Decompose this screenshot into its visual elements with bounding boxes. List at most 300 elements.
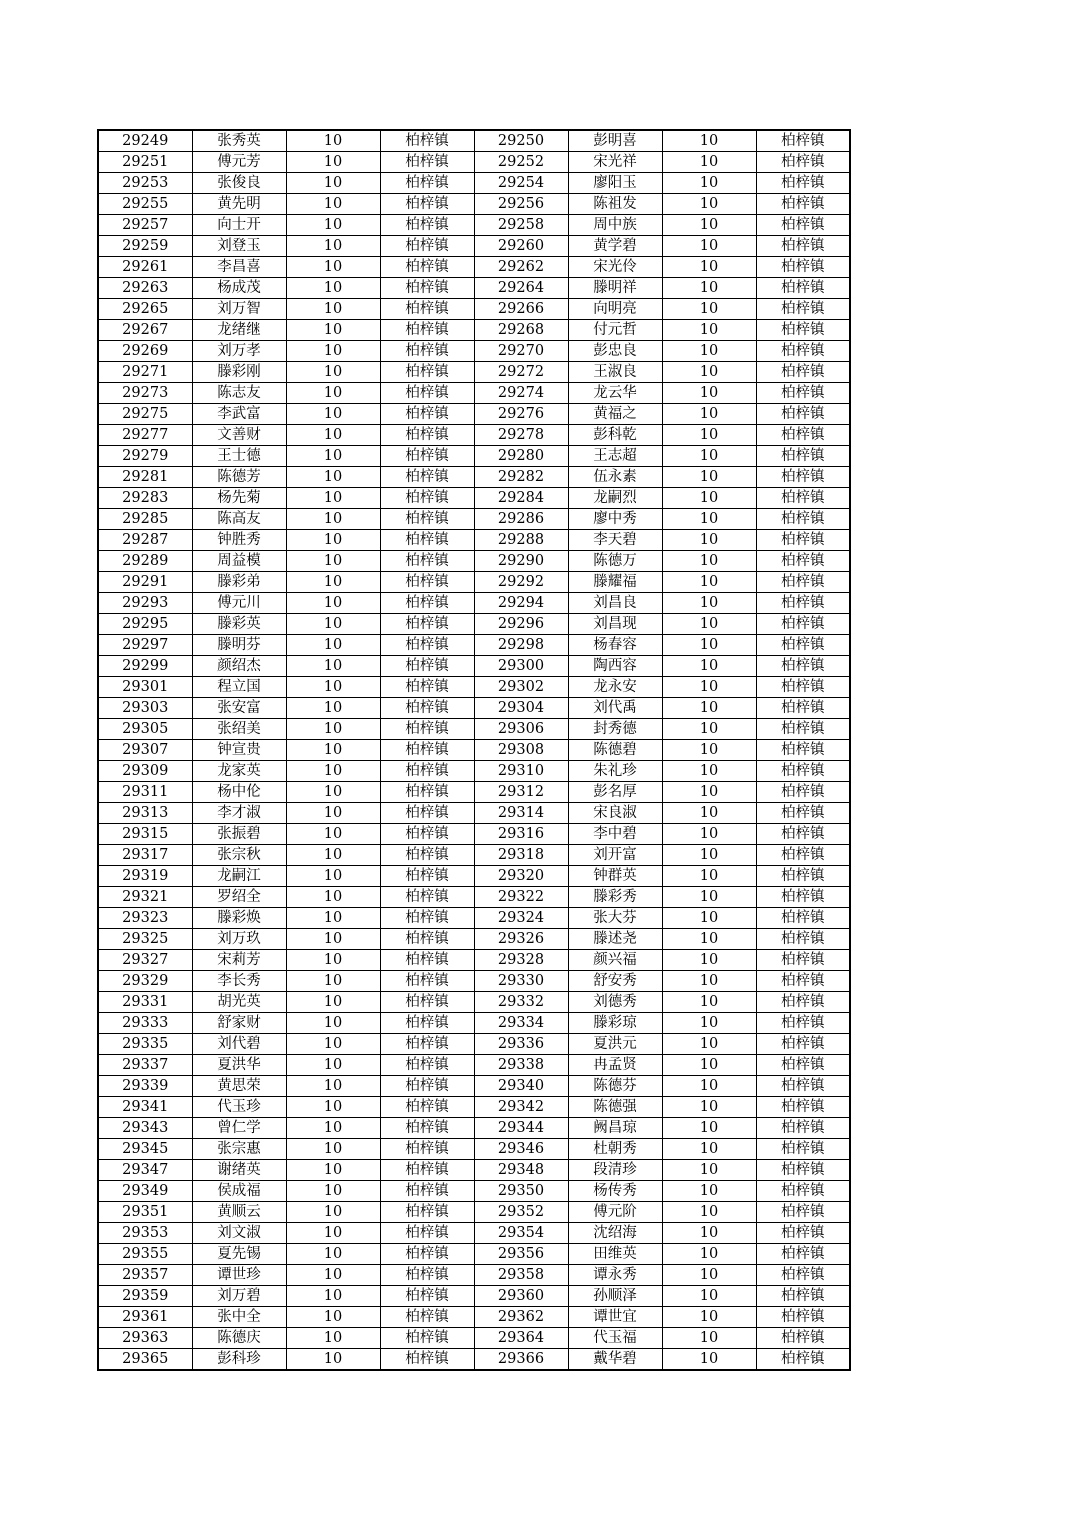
person-name-cell: 张绍美 — [192, 719, 286, 740]
amount-cell: 10 — [286, 362, 380, 383]
record-id-cell: 29311 — [98, 782, 192, 803]
person-name-cell: 孙顺泽 — [568, 1286, 662, 1307]
amount-cell: 10 — [286, 1097, 380, 1118]
table-row — [98, 824, 850, 845]
table-row — [98, 656, 850, 677]
town-cell: 柏梓镇 — [756, 236, 850, 257]
person-name-cell: 杨中伦 — [192, 782, 286, 803]
table-row — [98, 782, 850, 803]
person-name-cell: 张中全 — [192, 1307, 286, 1328]
record-id-cell: 29354 — [474, 1223, 568, 1244]
town-cell: 柏梓镇 — [380, 908, 474, 929]
town-cell: 柏梓镇 — [756, 173, 850, 194]
amount-cell: 10 — [662, 425, 756, 446]
amount-cell: 10 — [286, 404, 380, 425]
amount-cell: 10 — [662, 404, 756, 425]
record-id-cell: 29342 — [474, 1097, 568, 1118]
amount-cell: 10 — [286, 1139, 380, 1160]
table-row — [98, 404, 850, 425]
person-name-cell: 滕彩秀 — [568, 887, 662, 908]
person-name-cell: 刘万孝 — [192, 341, 286, 362]
town-cell: 柏梓镇 — [756, 509, 850, 530]
town-cell: 柏梓镇 — [380, 1223, 474, 1244]
town-cell: 柏梓镇 — [380, 782, 474, 803]
amount-cell: 10 — [662, 677, 756, 698]
person-name-cell: 刘文淑 — [192, 1223, 286, 1244]
town-cell: 柏梓镇 — [380, 1097, 474, 1118]
town-cell: 柏梓镇 — [756, 1223, 850, 1244]
town-cell: 柏梓镇 — [756, 530, 850, 551]
amount-cell: 10 — [662, 236, 756, 257]
table-row — [98, 866, 850, 887]
table-row — [98, 803, 850, 824]
record-id-cell: 29309 — [98, 761, 192, 782]
amount-cell: 10 — [662, 1139, 756, 1160]
table-row — [98, 1181, 850, 1202]
town-cell: 柏梓镇 — [756, 467, 850, 488]
person-name-cell: 张俊良 — [192, 173, 286, 194]
amount-cell: 10 — [662, 130, 756, 152]
person-name-cell: 黄先明 — [192, 194, 286, 215]
table-row — [98, 719, 850, 740]
amount-cell: 10 — [662, 635, 756, 656]
table-row — [98, 887, 850, 908]
town-cell: 柏梓镇 — [756, 719, 850, 740]
amount-cell: 10 — [286, 152, 380, 173]
person-name-cell: 颜兴福 — [568, 950, 662, 971]
record-id-cell: 29262 — [474, 257, 568, 278]
record-id-cell: 29366 — [474, 1349, 568, 1371]
record-id-cell: 29365 — [98, 1349, 192, 1371]
person-name-cell: 夏洪元 — [568, 1034, 662, 1055]
record-id-cell: 29295 — [98, 614, 192, 635]
amount-cell: 10 — [286, 950, 380, 971]
town-cell: 柏梓镇 — [380, 257, 474, 278]
town-cell: 柏梓镇 — [380, 1307, 474, 1328]
town-cell: 柏梓镇 — [380, 887, 474, 908]
amount-cell: 10 — [662, 1181, 756, 1202]
town-cell: 柏梓镇 — [756, 1202, 850, 1223]
amount-cell: 10 — [286, 383, 380, 404]
person-name-cell: 滕彩弟 — [192, 572, 286, 593]
amount-cell: 10 — [662, 509, 756, 530]
person-name-cell: 张振碧 — [192, 824, 286, 845]
person-name-cell: 刘万智 — [192, 299, 286, 320]
record-id-cell: 29257 — [98, 215, 192, 236]
table-row — [98, 971, 850, 992]
amount-cell: 10 — [662, 320, 756, 341]
table-row — [98, 845, 850, 866]
person-name-cell: 代玉珍 — [192, 1097, 286, 1118]
person-name-cell: 付元哲 — [568, 320, 662, 341]
record-id-cell: 29292 — [474, 572, 568, 593]
table-row — [98, 950, 850, 971]
town-cell: 柏梓镇 — [756, 320, 850, 341]
amount-cell: 10 — [662, 845, 756, 866]
town-cell: 柏梓镇 — [756, 866, 850, 887]
record-id-cell: 29357 — [98, 1265, 192, 1286]
record-id-cell: 29355 — [98, 1244, 192, 1265]
record-id-cell: 29276 — [474, 404, 568, 425]
record-id-cell: 29329 — [98, 971, 192, 992]
table-row — [98, 1286, 850, 1307]
record-id-cell: 29287 — [98, 530, 192, 551]
amount-cell: 10 — [662, 362, 756, 383]
town-cell: 柏梓镇 — [380, 950, 474, 971]
record-id-cell: 29281 — [98, 467, 192, 488]
amount-cell: 10 — [662, 1160, 756, 1181]
table-row — [98, 278, 850, 299]
town-cell: 柏梓镇 — [756, 824, 850, 845]
table-row — [98, 446, 850, 467]
person-name-cell: 胡光英 — [192, 992, 286, 1013]
record-id-cell: 29293 — [98, 593, 192, 614]
person-name-cell: 张安富 — [192, 698, 286, 719]
amount-cell: 10 — [286, 173, 380, 194]
amount-cell: 10 — [662, 740, 756, 761]
person-name-cell: 黄顺云 — [192, 1202, 286, 1223]
table-row — [98, 257, 850, 278]
roster-table — [97, 129, 851, 1371]
amount-cell: 10 — [286, 908, 380, 929]
amount-cell: 10 — [662, 1076, 756, 1097]
town-cell: 柏梓镇 — [380, 1139, 474, 1160]
amount-cell: 10 — [662, 782, 756, 803]
town-cell: 柏梓镇 — [380, 971, 474, 992]
amount-cell: 10 — [286, 1202, 380, 1223]
person-name-cell: 谢绪英 — [192, 1160, 286, 1181]
person-name-cell: 向士开 — [192, 215, 286, 236]
record-id-cell: 29258 — [474, 215, 568, 236]
amount-cell: 10 — [286, 656, 380, 677]
table-row — [98, 1139, 850, 1160]
town-cell: 柏梓镇 — [380, 320, 474, 341]
town-cell: 柏梓镇 — [756, 1076, 850, 1097]
record-id-cell: 29250 — [474, 130, 568, 152]
record-id-cell: 29268 — [474, 320, 568, 341]
table-row — [98, 1202, 850, 1223]
amount-cell: 10 — [286, 1076, 380, 1097]
table-row — [98, 677, 850, 698]
town-cell: 柏梓镇 — [756, 761, 850, 782]
record-id-cell: 29335 — [98, 1034, 192, 1055]
record-id-cell: 29249 — [98, 130, 192, 152]
town-cell: 柏梓镇 — [756, 551, 850, 572]
town-cell: 柏梓镇 — [756, 446, 850, 467]
person-name-cell: 龙云华 — [568, 383, 662, 404]
table-row — [98, 572, 850, 593]
table-row — [98, 383, 850, 404]
person-name-cell: 谭世宜 — [568, 1307, 662, 1328]
amount-cell: 10 — [286, 215, 380, 236]
record-id-cell: 29317 — [98, 845, 192, 866]
person-name-cell: 李长秀 — [192, 971, 286, 992]
amount-cell: 10 — [286, 845, 380, 866]
record-id-cell: 29264 — [474, 278, 568, 299]
table-row — [98, 236, 850, 257]
amount-cell: 10 — [286, 992, 380, 1013]
amount-cell: 10 — [286, 194, 380, 215]
person-name-cell: 刘昌良 — [568, 593, 662, 614]
record-id-cell: 29297 — [98, 635, 192, 656]
town-cell: 柏梓镇 — [756, 1013, 850, 1034]
town-cell: 柏梓镇 — [756, 1118, 850, 1139]
amount-cell: 10 — [286, 1055, 380, 1076]
record-id-cell: 29294 — [474, 593, 568, 614]
record-id-cell: 29265 — [98, 299, 192, 320]
person-name-cell: 滕彩琼 — [568, 1013, 662, 1034]
amount-cell: 10 — [286, 614, 380, 635]
town-cell: 柏梓镇 — [380, 1202, 474, 1223]
person-name-cell: 杜朝秀 — [568, 1139, 662, 1160]
town-cell: 柏梓镇 — [380, 845, 474, 866]
town-cell: 柏梓镇 — [756, 782, 850, 803]
record-id-cell: 29304 — [474, 698, 568, 719]
person-name-cell: 彭忠良 — [568, 341, 662, 362]
table-row — [98, 299, 850, 320]
record-id-cell: 29346 — [474, 1139, 568, 1160]
town-cell: 柏梓镇 — [380, 1244, 474, 1265]
amount-cell: 10 — [662, 824, 756, 845]
person-name-cell: 钟群英 — [568, 866, 662, 887]
amount-cell: 10 — [662, 341, 756, 362]
person-name-cell: 刘代禹 — [568, 698, 662, 719]
table-row — [98, 467, 850, 488]
person-name-cell: 阙昌琼 — [568, 1118, 662, 1139]
town-cell: 柏梓镇 — [380, 1160, 474, 1181]
record-id-cell: 29302 — [474, 677, 568, 698]
amount-cell: 10 — [662, 929, 756, 950]
person-name-cell: 钟宣贵 — [192, 740, 286, 761]
person-name-cell: 杨成茂 — [192, 278, 286, 299]
amount-cell: 10 — [662, 215, 756, 236]
amount-cell: 10 — [286, 677, 380, 698]
person-name-cell: 宋莉芳 — [192, 950, 286, 971]
record-id-cell: 29364 — [474, 1328, 568, 1349]
table-row — [98, 1349, 850, 1371]
town-cell: 柏梓镇 — [756, 215, 850, 236]
town-cell: 柏梓镇 — [380, 614, 474, 635]
town-cell: 柏梓镇 — [756, 383, 850, 404]
town-cell: 柏梓镇 — [756, 908, 850, 929]
town-cell: 柏梓镇 — [756, 1244, 850, 1265]
amount-cell: 10 — [662, 698, 756, 719]
table-row — [98, 320, 850, 341]
town-cell: 柏梓镇 — [756, 341, 850, 362]
town-cell: 柏梓镇 — [756, 572, 850, 593]
table-row — [98, 1055, 850, 1076]
town-cell: 柏梓镇 — [756, 992, 850, 1013]
amount-cell: 10 — [662, 194, 756, 215]
person-name-cell: 傅元川 — [192, 593, 286, 614]
person-name-cell: 陈德庆 — [192, 1328, 286, 1349]
person-name-cell: 刘德秀 — [568, 992, 662, 1013]
town-cell: 柏梓镇 — [380, 404, 474, 425]
table-row — [98, 929, 850, 950]
amount-cell: 10 — [662, 1328, 756, 1349]
amount-cell: 10 — [662, 908, 756, 929]
amount-cell: 10 — [286, 1034, 380, 1055]
amount-cell: 10 — [286, 866, 380, 887]
town-cell: 柏梓镇 — [380, 173, 474, 194]
person-name-cell: 彭科珍 — [192, 1349, 286, 1371]
record-id-cell: 29253 — [98, 173, 192, 194]
record-id-cell: 29251 — [98, 152, 192, 173]
table-row — [98, 509, 850, 530]
record-id-cell: 29341 — [98, 1097, 192, 1118]
record-id-cell: 29324 — [474, 908, 568, 929]
record-id-cell: 29359 — [98, 1286, 192, 1307]
person-name-cell: 李中碧 — [568, 824, 662, 845]
amount-cell: 10 — [662, 887, 756, 908]
amount-cell: 10 — [286, 803, 380, 824]
person-name-cell: 滕彩英 — [192, 614, 286, 635]
person-name-cell: 曾仁学 — [192, 1118, 286, 1139]
town-cell: 柏梓镇 — [380, 152, 474, 173]
amount-cell: 10 — [662, 1223, 756, 1244]
amount-cell: 10 — [286, 1013, 380, 1034]
table-row — [98, 425, 850, 446]
amount-cell: 10 — [662, 572, 756, 593]
person-name-cell: 陈高友 — [192, 509, 286, 530]
record-id-cell: 29336 — [474, 1034, 568, 1055]
record-id-cell: 29318 — [474, 845, 568, 866]
amount-cell: 10 — [286, 740, 380, 761]
amount-cell: 10 — [662, 593, 756, 614]
record-id-cell: 29306 — [474, 719, 568, 740]
person-name-cell: 滕明芬 — [192, 635, 286, 656]
record-id-cell: 29350 — [474, 1181, 568, 1202]
record-id-cell: 29305 — [98, 719, 192, 740]
table-row — [98, 908, 850, 929]
table-row — [98, 1307, 850, 1328]
town-cell: 柏梓镇 — [756, 803, 850, 824]
town-cell: 柏梓镇 — [380, 761, 474, 782]
person-name-cell: 封秀德 — [568, 719, 662, 740]
record-id-cell: 29323 — [98, 908, 192, 929]
person-name-cell: 程立国 — [192, 677, 286, 698]
table-row — [98, 614, 850, 635]
record-id-cell: 29353 — [98, 1223, 192, 1244]
amount-cell: 10 — [286, 1181, 380, 1202]
amount-cell: 10 — [286, 1118, 380, 1139]
record-id-cell: 29279 — [98, 446, 192, 467]
amount-cell: 10 — [286, 341, 380, 362]
town-cell: 柏梓镇 — [380, 278, 474, 299]
person-name-cell: 周中族 — [568, 215, 662, 236]
record-id-cell: 29313 — [98, 803, 192, 824]
person-name-cell: 龙嗣江 — [192, 866, 286, 887]
person-name-cell: 龙永安 — [568, 677, 662, 698]
record-id-cell: 29351 — [98, 1202, 192, 1223]
town-cell: 柏梓镇 — [380, 1013, 474, 1034]
person-name-cell: 田维英 — [568, 1244, 662, 1265]
record-id-cell: 29280 — [474, 446, 568, 467]
record-id-cell: 29327 — [98, 950, 192, 971]
record-id-cell: 29284 — [474, 488, 568, 509]
amount-cell: 10 — [286, 530, 380, 551]
record-id-cell: 29286 — [474, 509, 568, 530]
person-name-cell: 陈德碧 — [568, 740, 662, 761]
record-id-cell: 29349 — [98, 1181, 192, 1202]
town-cell: 柏梓镇 — [756, 404, 850, 425]
record-id-cell: 29333 — [98, 1013, 192, 1034]
amount-cell: 10 — [286, 824, 380, 845]
person-name-cell: 杨先菊 — [192, 488, 286, 509]
person-name-cell: 杨传秀 — [568, 1181, 662, 1202]
town-cell: 柏梓镇 — [380, 635, 474, 656]
person-name-cell: 滕述尧 — [568, 929, 662, 950]
amount-cell: 10 — [662, 299, 756, 320]
record-id-cell: 29337 — [98, 1055, 192, 1076]
person-name-cell: 刘昌现 — [568, 614, 662, 635]
person-name-cell: 文善财 — [192, 425, 286, 446]
amount-cell: 10 — [662, 1349, 756, 1371]
town-cell: 柏梓镇 — [380, 803, 474, 824]
record-id-cell: 29356 — [474, 1244, 568, 1265]
town-cell: 柏梓镇 — [756, 425, 850, 446]
amount-cell: 10 — [662, 1286, 756, 1307]
record-id-cell: 29296 — [474, 614, 568, 635]
person-name-cell: 廖阳玉 — [568, 173, 662, 194]
person-name-cell: 夏先锡 — [192, 1244, 286, 1265]
person-name-cell: 代玉福 — [568, 1328, 662, 1349]
amount-cell: 10 — [662, 1265, 756, 1286]
amount-cell: 10 — [286, 572, 380, 593]
record-id-cell: 29263 — [98, 278, 192, 299]
person-name-cell: 李昌喜 — [192, 257, 286, 278]
town-cell: 柏梓镇 — [756, 1265, 850, 1286]
record-id-cell: 29271 — [98, 362, 192, 383]
record-id-cell: 29269 — [98, 341, 192, 362]
record-id-cell: 29254 — [474, 173, 568, 194]
amount-cell: 10 — [662, 719, 756, 740]
amount-cell: 10 — [286, 929, 380, 950]
record-id-cell: 29272 — [474, 362, 568, 383]
record-id-cell: 29345 — [98, 1139, 192, 1160]
record-id-cell: 29299 — [98, 656, 192, 677]
amount-cell: 10 — [662, 866, 756, 887]
town-cell: 柏梓镇 — [756, 152, 850, 173]
person-name-cell: 李才淑 — [192, 803, 286, 824]
person-name-cell: 陈德万 — [568, 551, 662, 572]
town-cell: 柏梓镇 — [756, 698, 850, 719]
amount-cell: 10 — [286, 257, 380, 278]
amount-cell: 10 — [286, 425, 380, 446]
record-id-cell: 29259 — [98, 236, 192, 257]
record-id-cell: 29339 — [98, 1076, 192, 1097]
amount-cell: 10 — [286, 1160, 380, 1181]
record-id-cell: 29344 — [474, 1118, 568, 1139]
person-name-cell: 陈德强 — [568, 1097, 662, 1118]
person-name-cell: 彭明喜 — [568, 130, 662, 152]
amount-cell: 10 — [286, 446, 380, 467]
town-cell: 柏梓镇 — [756, 593, 850, 614]
person-name-cell: 宋光伶 — [568, 257, 662, 278]
person-name-cell: 段清珍 — [568, 1160, 662, 1181]
table-row — [98, 1244, 850, 1265]
person-name-cell: 陈志友 — [192, 383, 286, 404]
town-cell: 柏梓镇 — [756, 257, 850, 278]
town-cell: 柏梓镇 — [380, 1286, 474, 1307]
town-cell: 柏梓镇 — [756, 130, 850, 152]
record-id-cell: 29328 — [474, 950, 568, 971]
record-id-cell: 29352 — [474, 1202, 568, 1223]
amount-cell: 10 — [662, 761, 756, 782]
amount-cell: 10 — [286, 467, 380, 488]
town-cell: 柏梓镇 — [756, 887, 850, 908]
record-id-cell: 29266 — [474, 299, 568, 320]
